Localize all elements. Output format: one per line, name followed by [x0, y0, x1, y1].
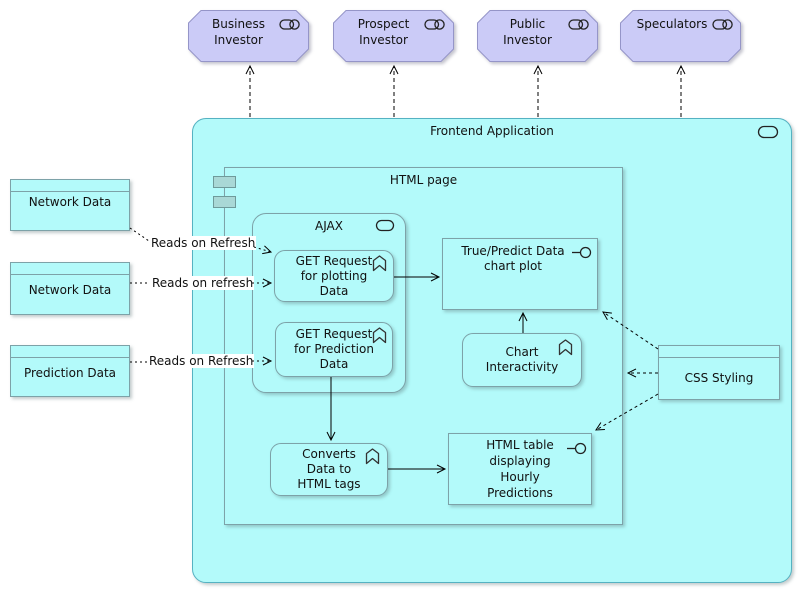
node-label: GET Request for Prediction Data: [294, 327, 374, 371]
connector-label-reads-on-refresh-3[interactable]: Reads on Refresh: [149, 354, 254, 368]
network-data-object-2[interactable]: [10, 262, 130, 315]
prediction-data-object[interactable]: [10, 345, 130, 397]
role-icon: [712, 18, 733, 31]
application-component-icon: [375, 219, 395, 232]
converts-data-function[interactable]: [270, 443, 388, 496]
actor-label: Prospect Investor: [357, 17, 410, 47]
get-request-prediction-function[interactable]: [275, 322, 393, 377]
actor-label: Public Investor: [503, 17, 552, 47]
actor-prospect-investor[interactable]: [333, 10, 454, 62]
node-label: Chart Interactivity: [485, 345, 559, 374]
role-icon: [279, 18, 300, 31]
frontend-application-title: Frontend Application: [430, 124, 554, 138]
interface-icon: [566, 442, 588, 455]
ajax-title: AJAX: [315, 219, 343, 233]
function-icon: [372, 327, 387, 344]
node-label: HTML table displaying Hourly Predictions: [486, 438, 554, 500]
node-label: CSS Styling: [684, 371, 754, 385]
function-icon: [558, 339, 573, 356]
function-icon: [372, 255, 387, 272]
get-request-plotting-function[interactable]: [274, 250, 394, 302]
actor-label: Speculators: [636, 17, 708, 31]
actor-public-investor[interactable]: [477, 10, 598, 62]
role-icon: [424, 18, 445, 31]
node-label: Prediction Data: [23, 366, 117, 380]
component-tab-icon: [213, 176, 236, 188]
network-data-object-1[interactable]: [10, 179, 130, 231]
chart-plot-service[interactable]: [442, 238, 598, 310]
role-icon: [568, 18, 589, 31]
chart-interactivity-function[interactable]: [462, 333, 582, 387]
interface-icon: [571, 246, 593, 259]
function-icon: [365, 448, 380, 465]
actor-label: Business Investor: [212, 17, 265, 47]
html-table-service[interactable]: [448, 433, 592, 505]
node-label: Converts Data to HTML tags: [297, 447, 361, 491]
html-page-title: HTML page: [389, 173, 458, 187]
node-label: Network Data: [28, 283, 112, 297]
connector-label-reads-on-refresh-2[interactable]: Reads on refresh: [152, 276, 254, 290]
node-label: True/Predict Data chart plot: [461, 244, 565, 273]
application-component-icon: [757, 125, 779, 139]
actor-business-investor[interactable]: [188, 10, 309, 62]
connector-network1-access-a[interactable]: [130, 228, 149, 241]
node-label: Network Data: [28, 195, 112, 209]
actor-speculators[interactable]: [620, 10, 741, 62]
css-styling-data-object[interactable]: [658, 345, 780, 400]
component-tab-icon: [213, 196, 236, 208]
node-label: GET Request for plotting Data: [295, 253, 373, 298]
connector-label-reads-on-refresh-1[interactable]: Reads on Refresh: [151, 236, 256, 250]
